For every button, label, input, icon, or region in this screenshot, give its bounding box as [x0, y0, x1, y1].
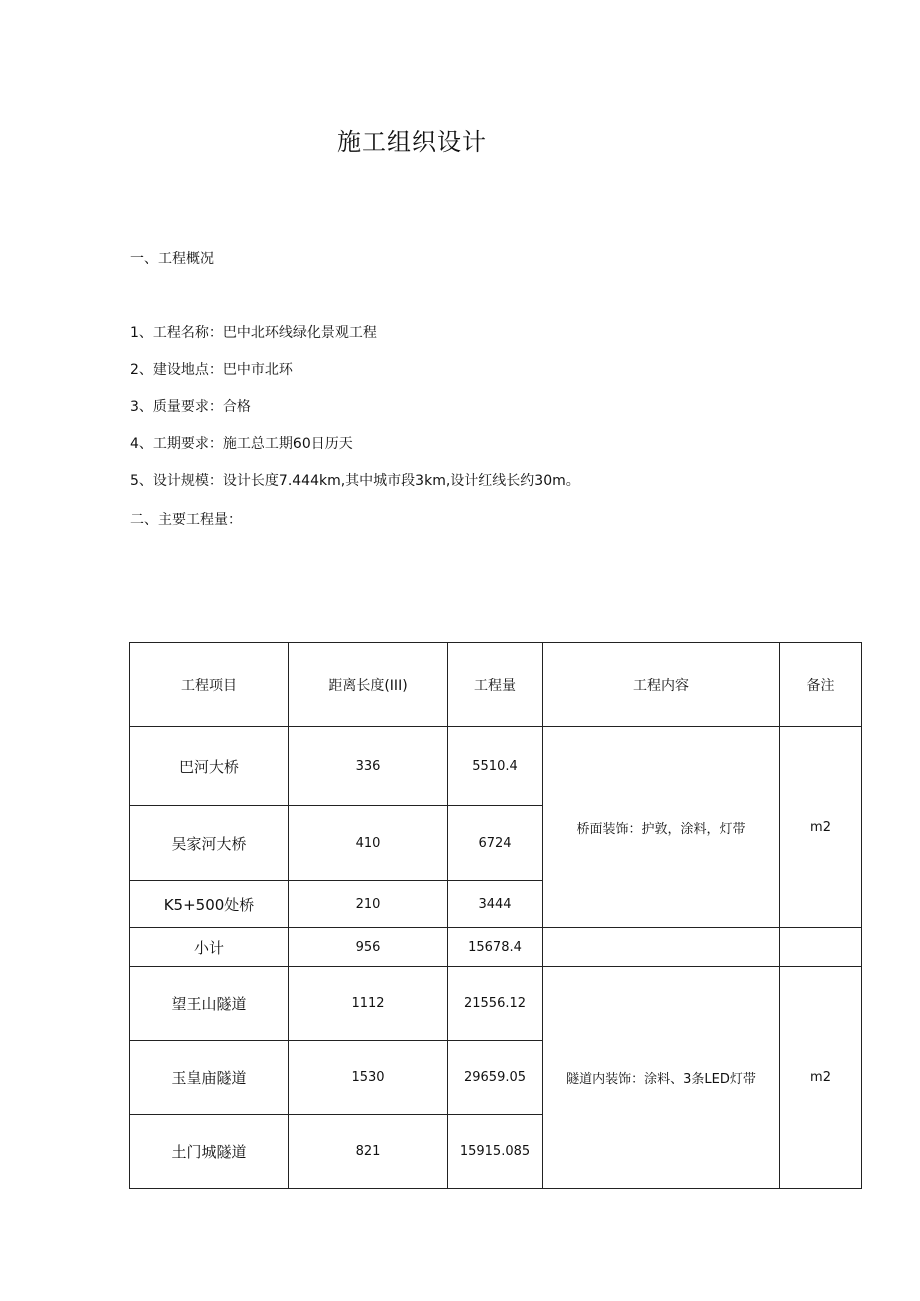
- cell-name: 巴河大桥: [130, 727, 289, 806]
- cell-content-tunnels: 隧道内装饰：涂料、3条LED灯带: [543, 967, 780, 1189]
- table-row: [130, 967, 862, 1041]
- cell-qty: 21556.12: [448, 967, 543, 1041]
- item-scale: 5、设计规模：设计长度7.444km,其中城市段3km,设计红线长约30m。: [130, 473, 580, 489]
- header-quantity: 工程量: [448, 643, 543, 727]
- cell-name: K5+500处桥: [130, 881, 289, 928]
- cell-qty: 6724: [448, 806, 543, 881]
- cell-note-empty: [780, 928, 862, 967]
- item-quality: 3、质量要求：合格: [130, 399, 251, 415]
- cell-qty: 5510.4: [448, 727, 543, 806]
- cell-content-empty: [543, 928, 780, 967]
- cell-length: 410: [289, 806, 448, 881]
- cell-length: 210: [289, 881, 448, 928]
- cell-content-bridges: 桥面装饰：护敦，涂料，灯带: [543, 727, 780, 928]
- cell-note-tunnels: m2: [780, 967, 862, 1189]
- cell-length: 956: [289, 928, 448, 967]
- cell-qty: 15678.4: [448, 928, 543, 967]
- header-note: 备注: [780, 643, 862, 727]
- cell-name: 玉皇庙隧道: [130, 1041, 289, 1115]
- cell-qty: 15915.085: [448, 1115, 543, 1189]
- cell-note-bridges: m2: [780, 727, 862, 928]
- cell-qty: 29659.05: [448, 1041, 543, 1115]
- item-schedule: 4、工期要求：施工总工期60日历天: [130, 436, 353, 452]
- cell-name: 土门城隧道: [130, 1115, 289, 1189]
- header-content: 工程内容: [543, 643, 780, 727]
- page-title: 施工组织设计: [337, 128, 487, 156]
- quantities-table: [129, 642, 862, 1189]
- section-heading-overview: 一、工程概况: [130, 251, 214, 267]
- cell-name: 吴家河大桥: [130, 806, 289, 881]
- cell-qty: 3444: [448, 881, 543, 928]
- table-row: [130, 727, 862, 806]
- table-row-subtotal: [130, 928, 862, 967]
- cell-name: 小计: [130, 928, 289, 967]
- cell-length: 821: [289, 1115, 448, 1189]
- cell-name: 望王山隧道: [130, 967, 289, 1041]
- cell-length: 1530: [289, 1041, 448, 1115]
- cell-length: 336: [289, 727, 448, 806]
- item-project-name: 1、工程名称：巴中北环线绿化景观工程: [130, 325, 377, 341]
- header-length: 距离长度(III): [289, 643, 448, 727]
- cell-length: 1112: [289, 967, 448, 1041]
- table-header-row: [130, 643, 862, 727]
- header-project: 工程项目: [130, 643, 289, 727]
- section-heading-quantities: 二、主要工程量：: [130, 512, 242, 528]
- item-location: 2、建设地点：巴中市北环: [130, 362, 293, 378]
